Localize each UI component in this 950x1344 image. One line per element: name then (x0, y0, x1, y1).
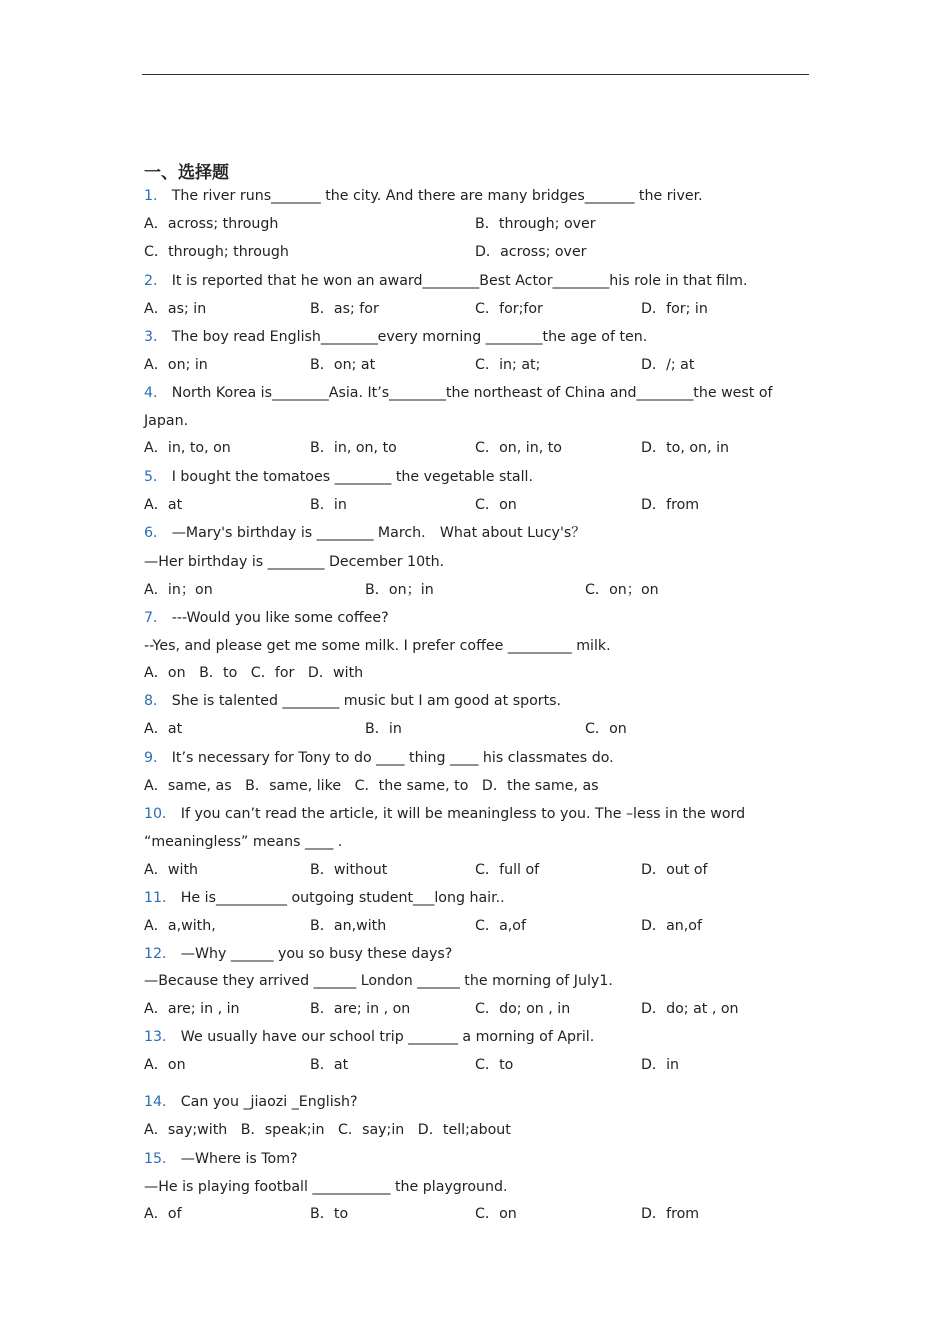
question-text: It’s necessary for Tony to do ____ thing ____ his classmates do. (171, 750, 614, 766)
question-number: 4． (144, 385, 168, 401)
question-stem (144, 889, 505, 907)
answer-option: A．in；on (144, 582, 213, 598)
question-stem-continued (144, 412, 188, 430)
question-text: —Why ______ you so busy these days? (180, 946, 453, 962)
answer-option: B．on；in (365, 582, 434, 598)
question-number: 13． (144, 1029, 177, 1045)
question-stem-continued (144, 833, 342, 851)
answer-option: A．with (144, 862, 198, 878)
question-stem (144, 805, 745, 823)
question-text: —Her birthday is ________ December 10th． (144, 554, 454, 570)
answer-option: B．an,with (310, 918, 387, 934)
answer-option: C．full of (475, 862, 540, 878)
answer-option: B．on; at (310, 357, 376, 373)
question-stem (144, 1150, 298, 1168)
question-number: 10． (144, 806, 177, 822)
question-number: 5． (144, 469, 168, 485)
answer-option: A．say;with B．speak;in C．say;in D．tell;about (144, 1122, 511, 1138)
question-number: 6． (144, 525, 168, 541)
question-text: Can you _jiaozi _English? (180, 1094, 358, 1110)
answer-option: B．without (310, 862, 388, 878)
answer-option: D．do; at , on (641, 1001, 739, 1017)
question-number: 9． (144, 750, 168, 766)
question-stem (144, 328, 647, 346)
answer-option: D．from (641, 497, 700, 513)
answer-option: D．to, on, in (641, 440, 729, 456)
question-number: 3． (144, 329, 168, 345)
answer-option: C．on (585, 721, 627, 737)
answer-option: C．in; at; (475, 357, 541, 373)
header-rule (142, 74, 809, 75)
answer-option: D．across; over (475, 244, 587, 260)
answer-option: A．on (144, 1057, 186, 1073)
question-text: “meaningless” means ____ . (144, 834, 343, 850)
question-stem (144, 1093, 358, 1111)
answer-option: C．on, in, to (475, 440, 562, 456)
question-number: 2． (144, 273, 168, 289)
answer-option: B．in (365, 721, 402, 737)
question-stem (144, 272, 747, 290)
question-text: —Where is Tom? (180, 1151, 298, 1167)
answer-option: C．to (475, 1057, 514, 1073)
answer-option: B．in (310, 497, 347, 513)
answer-option: C．on (475, 497, 517, 513)
answer-option: A．as; in (144, 301, 207, 317)
answer-option: A．of (144, 1206, 182, 1222)
question-text: —He is playing football ___________ the playground. (144, 1179, 508, 1195)
question-stem (144, 187, 703, 205)
question-text: --Yes, and please get me some milk. I prefer coffee _________ milk. (144, 638, 611, 654)
question-number: 14． (144, 1094, 177, 1110)
question-stem (144, 1028, 594, 1046)
question-text: —Because they arrived ______ London ______ the morning of July1. (144, 973, 613, 989)
answer-option: A．across; through (144, 216, 279, 232)
answer-option: D．from (641, 1206, 700, 1222)
question-text: The river runs_______ the city. And there are many bridges_______ the river. (171, 188, 703, 204)
answer-option: A．at (144, 497, 183, 513)
answer-option: C．for;for (475, 301, 543, 317)
answer-option: B．through; over (475, 216, 596, 232)
question-number: 1． (144, 188, 168, 204)
answer-option: A．in, to, on (144, 440, 231, 456)
section-title: 一、选择题 (144, 163, 229, 183)
question-number: 7． (144, 610, 168, 626)
answer-option: A．a,with, (144, 918, 216, 934)
question-text: If you can’t read the article, it will be meaningless to you. The –less in the word (180, 806, 746, 822)
question-text: The boy read English________every morning ________the age of ten. (171, 329, 648, 345)
question-stem (144, 384, 773, 402)
answer-option: D．an,of (641, 918, 702, 934)
question-number: 12． (144, 946, 177, 962)
answer-option: C．on (475, 1206, 517, 1222)
answer-option: D．/; at (641, 357, 695, 373)
question-text: —Mary's birthday is ________ March． What about Lucy's？ (171, 525, 586, 541)
question-stem-continued (144, 553, 454, 571)
question-text: It is reported that he won an award________Best Actor________his role in that film. (171, 273, 748, 289)
answer-option: D．in (641, 1057, 680, 1073)
answer-option: C．a,of (475, 918, 526, 934)
answer-option: A．on B．to C．for D．with (144, 665, 364, 681)
question-number: 8． (144, 693, 168, 709)
answer-option: C．on；on (585, 582, 659, 598)
answer-option: A．at (144, 721, 183, 737)
answer-option: B．in, on, to (310, 440, 397, 456)
answer-option: A．same, as B．same, like C．the same, to D．the same, as (144, 778, 599, 794)
question-stem (144, 468, 533, 486)
answer-option: B．as; for (310, 301, 379, 317)
question-text: He is__________ outgoing student___long hair.. (180, 890, 505, 906)
question-stem (144, 692, 561, 710)
answer-option: B．to (310, 1206, 349, 1222)
question-text: ---Would you like some coffee? (171, 610, 389, 626)
question-text: I bought the tomatoes ________ the vegetable stall. (171, 469, 533, 485)
question-stem-continued (144, 1178, 508, 1196)
question-stem (144, 749, 614, 767)
question-stem (144, 609, 389, 627)
answer-option: D．out of (641, 862, 708, 878)
answer-option: D．for; in (641, 301, 708, 317)
question-stem-continued (144, 972, 613, 990)
question-text: Japan. (144, 413, 189, 429)
answer-option: C．do; on , in (475, 1001, 571, 1017)
question-stem-continued (144, 637, 611, 655)
question-text: She is talented ________ music but I am good at sports. (171, 693, 562, 709)
answer-option: A．on; in (144, 357, 208, 373)
question-number: 11． (144, 890, 177, 906)
question-text: We usually have our school trip _______ a morning of April. (180, 1029, 595, 1045)
answer-option: A．are; in , in (144, 1001, 240, 1017)
question-stem (144, 524, 585, 542)
question-text: North Korea is________Asia. It’s________the northeast of China and________the west of (171, 385, 773, 401)
answer-option: C．through; through (144, 244, 289, 260)
answer-option: B．at (310, 1057, 349, 1073)
answer-option: B．are; in , on (310, 1001, 411, 1017)
question-stem (144, 945, 452, 963)
question-number: 15． (144, 1151, 177, 1167)
